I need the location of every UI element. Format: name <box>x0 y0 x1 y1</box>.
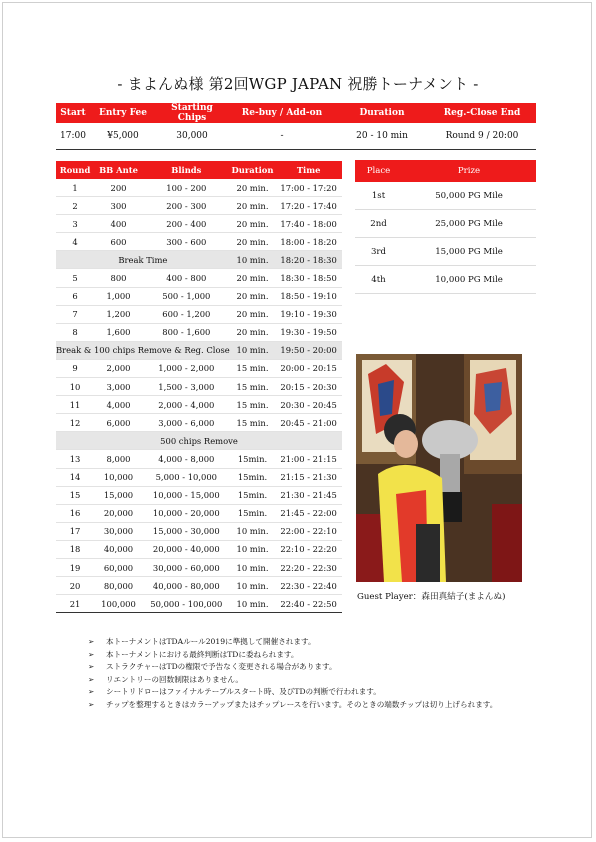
time-cell: 21:30 - 21:45 <box>275 486 342 504</box>
blinds-header-duration: Duration <box>230 161 275 179</box>
time-cell: 20:30 - 20:45 <box>275 396 342 414</box>
blinds-level-row <box>56 287 342 305</box>
blinds-cell: 600 - 1,200 <box>143 305 230 323</box>
duration-cell: 15 min. <box>230 396 275 414</box>
bb-ante-cell: 100,000 <box>94 595 143 613</box>
blinds-level-row <box>56 269 342 287</box>
blinds-level-row <box>56 577 342 595</box>
bb-ante-cell: 200 <box>94 179 143 197</box>
prize-header-row <box>355 160 536 182</box>
guest-player-photo-illustration <box>356 354 522 582</box>
bb-ante-cell: 40,000 <box>94 540 143 558</box>
rules-note-text: リエントリーの回数制限はありません。 <box>106 674 243 684</box>
blinds-level-row <box>56 468 342 486</box>
round-cell: 19 <box>56 558 94 576</box>
duration-cell: 20 min. <box>230 305 275 323</box>
prize-header-prize: Prize <box>402 160 536 182</box>
tournament-info-table <box>56 103 536 150</box>
info-duration-value: 20 - 10 min <box>336 123 428 150</box>
rules-note <box>88 649 528 662</box>
info-value-row <box>56 123 536 150</box>
time-cell: 17:40 - 18:00 <box>275 215 342 233</box>
bb-ante-cell: 8,000 <box>94 450 143 468</box>
blinds-level-row <box>56 215 342 233</box>
round-cell: 2 <box>56 197 94 215</box>
bb-ante-cell: 15,000 <box>94 486 143 504</box>
blinds-cell: 1,500 - 3,000 <box>143 378 230 396</box>
bb-ante-cell: 10,000 <box>94 468 143 486</box>
blinds-cell: 1,000 - 2,000 <box>143 359 230 377</box>
bb-ante-cell: 1,000 <box>94 287 143 305</box>
prize-row <box>355 210 536 238</box>
round-cell: 21 <box>56 595 94 613</box>
blinds-level-row <box>56 486 342 504</box>
rules-note <box>88 699 528 712</box>
blinds-break-row <box>56 341 342 359</box>
prize-row <box>355 238 536 266</box>
round-cell: 7 <box>56 305 94 323</box>
blinds-cell: 20,000 - 40,000 <box>143 540 230 558</box>
time-cell: 20:00 - 20:15 <box>275 359 342 377</box>
break-label-cell: Break Time <box>56 251 230 269</box>
bb-ante-cell: 60,000 <box>94 558 143 576</box>
duration-cell: 15 min. <box>230 414 275 432</box>
blinds-cell: 5,000 - 10,000 <box>143 468 230 486</box>
bb-ante-cell: 20,000 <box>94 504 143 522</box>
blinds-body <box>56 179 342 613</box>
page-title: - まよんぬ様 第2回WGP JAPAN 祝勝トーナメント - <box>117 75 479 93</box>
bb-ante-cell: 600 <box>94 233 143 251</box>
arrow-bullet-icon: ➢ <box>88 649 95 659</box>
round-cell: 16 <box>56 504 94 522</box>
time-cell: 18:20 - 18:30 <box>275 251 342 269</box>
round-cell: 14 <box>56 468 94 486</box>
duration-cell: 20 min. <box>230 269 275 287</box>
info-header-start: Start <box>56 103 90 123</box>
rules-note-text: チップを整理するときはカラーアップまたはチップレースを行います。そのときの端数チップは切り上げられます。 <box>106 699 498 709</box>
arrow-bullet-icon: ➢ <box>88 662 95 672</box>
rules-note-text: 本トーナメントにおける最終判断はTDに委ねられます。 <box>106 649 299 659</box>
round-cell: 10 <box>56 378 94 396</box>
blinds-cell: 30,000 - 60,000 <box>143 558 230 576</box>
blinds-cell: 40,000 - 80,000 <box>143 577 230 595</box>
break-label-cell: Break & 100 chips Remove & Reg. Close <box>56 341 230 359</box>
info-header-starting-chips: Starting Chips <box>156 103 228 123</box>
blinds-header-row <box>56 161 342 179</box>
time-cell: 21:15 - 21:30 <box>275 468 342 486</box>
duration-cell: 20 min. <box>230 287 275 305</box>
blinds-cell: 4,000 - 8,000 <box>143 450 230 468</box>
guest-player-photo <box>356 354 522 582</box>
round-cell: 12 <box>56 414 94 432</box>
bb-ante-cell: 300 <box>94 197 143 215</box>
bb-ante-cell: 6,000 <box>94 414 143 432</box>
blinds-header-round: Round <box>56 161 94 179</box>
round-cell: 11 <box>56 396 94 414</box>
info-entry-fee-value: ¥5,000 <box>90 123 156 150</box>
info-header-entry-fee: Entry Fee <box>90 103 156 123</box>
blinds-level-row <box>56 504 342 522</box>
time-cell: 22:20 - 22:30 <box>275 558 342 576</box>
time-cell: 21:00 - 21:15 <box>275 450 342 468</box>
rules-note <box>88 686 528 699</box>
blinds-cell: 400 - 800 <box>143 269 230 287</box>
blinds-level-row <box>56 305 342 323</box>
prize-amount: 50,000 PG Mile <box>402 182 536 210</box>
blinds-level-row <box>56 179 342 197</box>
time-cell: 22:30 - 22:40 <box>275 577 342 595</box>
info-reg-close-value: Round 9 / 20:00 <box>428 123 536 150</box>
time-cell: 22:10 - 22:20 <box>275 540 342 558</box>
prize-row <box>355 266 536 294</box>
blinds-level-row <box>56 197 342 215</box>
info-header-rebuy: Re-buy / Add-on <box>228 103 336 123</box>
round-cell: 20 <box>56 577 94 595</box>
blinds-level-row <box>56 540 342 558</box>
bb-ante-cell: 30,000 <box>94 522 143 540</box>
prize-table <box>355 160 536 294</box>
duration-cell: 20 min. <box>230 197 275 215</box>
blinds-cell: 10,000 - 20,000 <box>143 504 230 522</box>
bb-ante-cell: 1,600 <box>94 323 143 341</box>
blinds-cell: 200 - 300 <box>143 197 230 215</box>
round-cell: 8 <box>56 323 94 341</box>
prize-amount: 10,000 PG Mile <box>402 266 536 294</box>
duration-cell: 10 min. <box>230 558 275 576</box>
blinds-header-blinds: Blinds <box>143 161 230 179</box>
duration-cell: 15min. <box>230 468 275 486</box>
round-cell: 3 <box>56 215 94 233</box>
round-cell: 1 <box>56 179 94 197</box>
time-cell: 21:45 - 22:00 <box>275 504 342 522</box>
arrow-bullet-icon: ➢ <box>88 687 95 697</box>
blinds-level-row <box>56 595 342 613</box>
time-cell: 17:00 - 17:20 <box>275 179 342 197</box>
blinds-level-row <box>56 378 342 396</box>
bb-ante-cell: 400 <box>94 215 143 233</box>
prize-amount: 25,000 PG Mile <box>402 210 536 238</box>
duration-cell: 10 min. <box>230 251 275 269</box>
blinds-header-bb-ante: BB Ante <box>94 161 143 179</box>
blinds-cell: 800 - 1,600 <box>143 323 230 341</box>
blinds-level-row <box>56 323 342 341</box>
rules-note <box>88 674 528 687</box>
blinds-break-row <box>56 432 342 450</box>
time-cell: 19:30 - 19:50 <box>275 323 342 341</box>
info-header-row <box>56 103 536 123</box>
round-cell: 6 <box>56 287 94 305</box>
duration-cell: 15 min. <box>230 378 275 396</box>
rules-notes-list <box>88 636 528 712</box>
duration-cell: 10 min. <box>230 522 275 540</box>
duration-cell: 20 min. <box>230 233 275 251</box>
duration-cell: 15min. <box>230 486 275 504</box>
arrow-bullet-icon: ➢ <box>88 699 95 709</box>
bb-ante-cell: 1,200 <box>94 305 143 323</box>
rules-note <box>88 661 528 674</box>
duration-cell: 15min. <box>230 504 275 522</box>
time-cell: 17:20 - 17:40 <box>275 197 342 215</box>
duration-cell: 10 min. <box>230 577 275 595</box>
blinds-level-row <box>56 233 342 251</box>
rules-note-text: 本トーナメントはTDAルール2019に準拠して開催されます。 <box>106 637 316 646</box>
duration-cell: 15min. <box>230 450 275 468</box>
info-rebuy-value: - <box>228 123 336 150</box>
bb-ante-cell: 2,000 <box>94 359 143 377</box>
bb-ante-cell: 4,000 <box>94 396 143 414</box>
duration-cell: 10 min. <box>230 540 275 558</box>
blinds-level-row <box>56 359 342 377</box>
prize-header-place: Place <box>355 160 402 182</box>
duration-cell: 20 min. <box>230 323 275 341</box>
time-cell: 18:50 - 19:10 <box>275 287 342 305</box>
blinds-cell: 50,000 - 100,000 <box>143 595 230 613</box>
time-cell: 18:30 - 18:50 <box>275 269 342 287</box>
blinds-level-row <box>56 450 342 468</box>
prize-place: 4th <box>355 266 402 294</box>
info-header-reg-close: Reg.-Close End <box>428 103 536 123</box>
prize-amount: 15,000 PG Mile <box>402 238 536 266</box>
time-cell: 20:15 - 20:30 <box>275 378 342 396</box>
blinds-break-row <box>56 251 342 269</box>
duration-cell: 10 min. <box>230 595 275 613</box>
blinds-cell: 100 - 200 <box>143 179 230 197</box>
blinds-cell: 300 - 600 <box>143 233 230 251</box>
round-cell: 5 <box>56 269 94 287</box>
duration-cell: 20 min. <box>230 215 275 233</box>
duration-cell: 20 min. <box>230 179 275 197</box>
arrow-bullet-icon: ➢ <box>88 637 95 646</box>
info-header-duration: Duration <box>336 103 428 123</box>
rules-note-text: ストラクチャーはTDの権限で予告なく変更される場合があります。 <box>106 662 337 672</box>
rules-note <box>88 636 528 649</box>
rules-note-text: シートリドローはファイナルテーブルスタート時、及びTDの判断で行われます。 <box>106 687 381 697</box>
time-cell: 19:50 - 20:00 <box>275 341 342 359</box>
round-cell: 13 <box>56 450 94 468</box>
blinds-cell: 200 - 400 <box>143 215 230 233</box>
time-cell: 22:00 - 22:10 <box>275 522 342 540</box>
round-cell: 18 <box>56 540 94 558</box>
blinds-cell: 3,000 - 6,000 <box>143 414 230 432</box>
blinds-level-row <box>56 522 342 540</box>
prize-place: 2nd <box>355 210 402 238</box>
round-cell: 9 <box>56 359 94 377</box>
round-cell: 17 <box>56 522 94 540</box>
round-cell: 15 <box>56 486 94 504</box>
bb-ante-cell: 80,000 <box>94 577 143 595</box>
duration-cell: 10 min. <box>230 341 275 359</box>
prize-row <box>355 182 536 210</box>
blinds-level-row <box>56 414 342 432</box>
blind-structure-table <box>56 161 342 613</box>
bb-ante-cell: 3,000 <box>94 378 143 396</box>
blinds-header-time: Time <box>275 161 342 179</box>
blinds-level-row <box>56 558 342 576</box>
time-cell: 22:40 - 22:50 <box>275 595 342 613</box>
round-cell: 4 <box>56 233 94 251</box>
blinds-cell: 15,000 - 30,000 <box>143 522 230 540</box>
blinds-cell: 2,000 - 4,000 <box>143 396 230 414</box>
prize-place: 3rd <box>355 238 402 266</box>
break-label-cell: 500 chips Remove <box>56 432 342 450</box>
prize-place: 1st <box>355 182 402 210</box>
blinds-cell: 500 - 1,000 <box>143 287 230 305</box>
time-cell: 18:00 - 18:20 <box>275 233 342 251</box>
guest-player-caption: Guest Player：森田真結子(まよんぬ) <box>357 592 506 602</box>
blinds-cell: 10,000 - 15,000 <box>143 486 230 504</box>
time-cell: 20:45 - 21:00 <box>275 414 342 432</box>
time-cell: 19:10 - 19:30 <box>275 305 342 323</box>
info-starting-chips-value: 30,000 <box>156 123 228 150</box>
bb-ante-cell: 800 <box>94 269 143 287</box>
blinds-level-row <box>56 396 342 414</box>
info-start-value: 17:00 <box>56 123 90 150</box>
duration-cell: 15 min. <box>230 359 275 377</box>
arrow-bullet-icon: ➢ <box>88 674 95 684</box>
